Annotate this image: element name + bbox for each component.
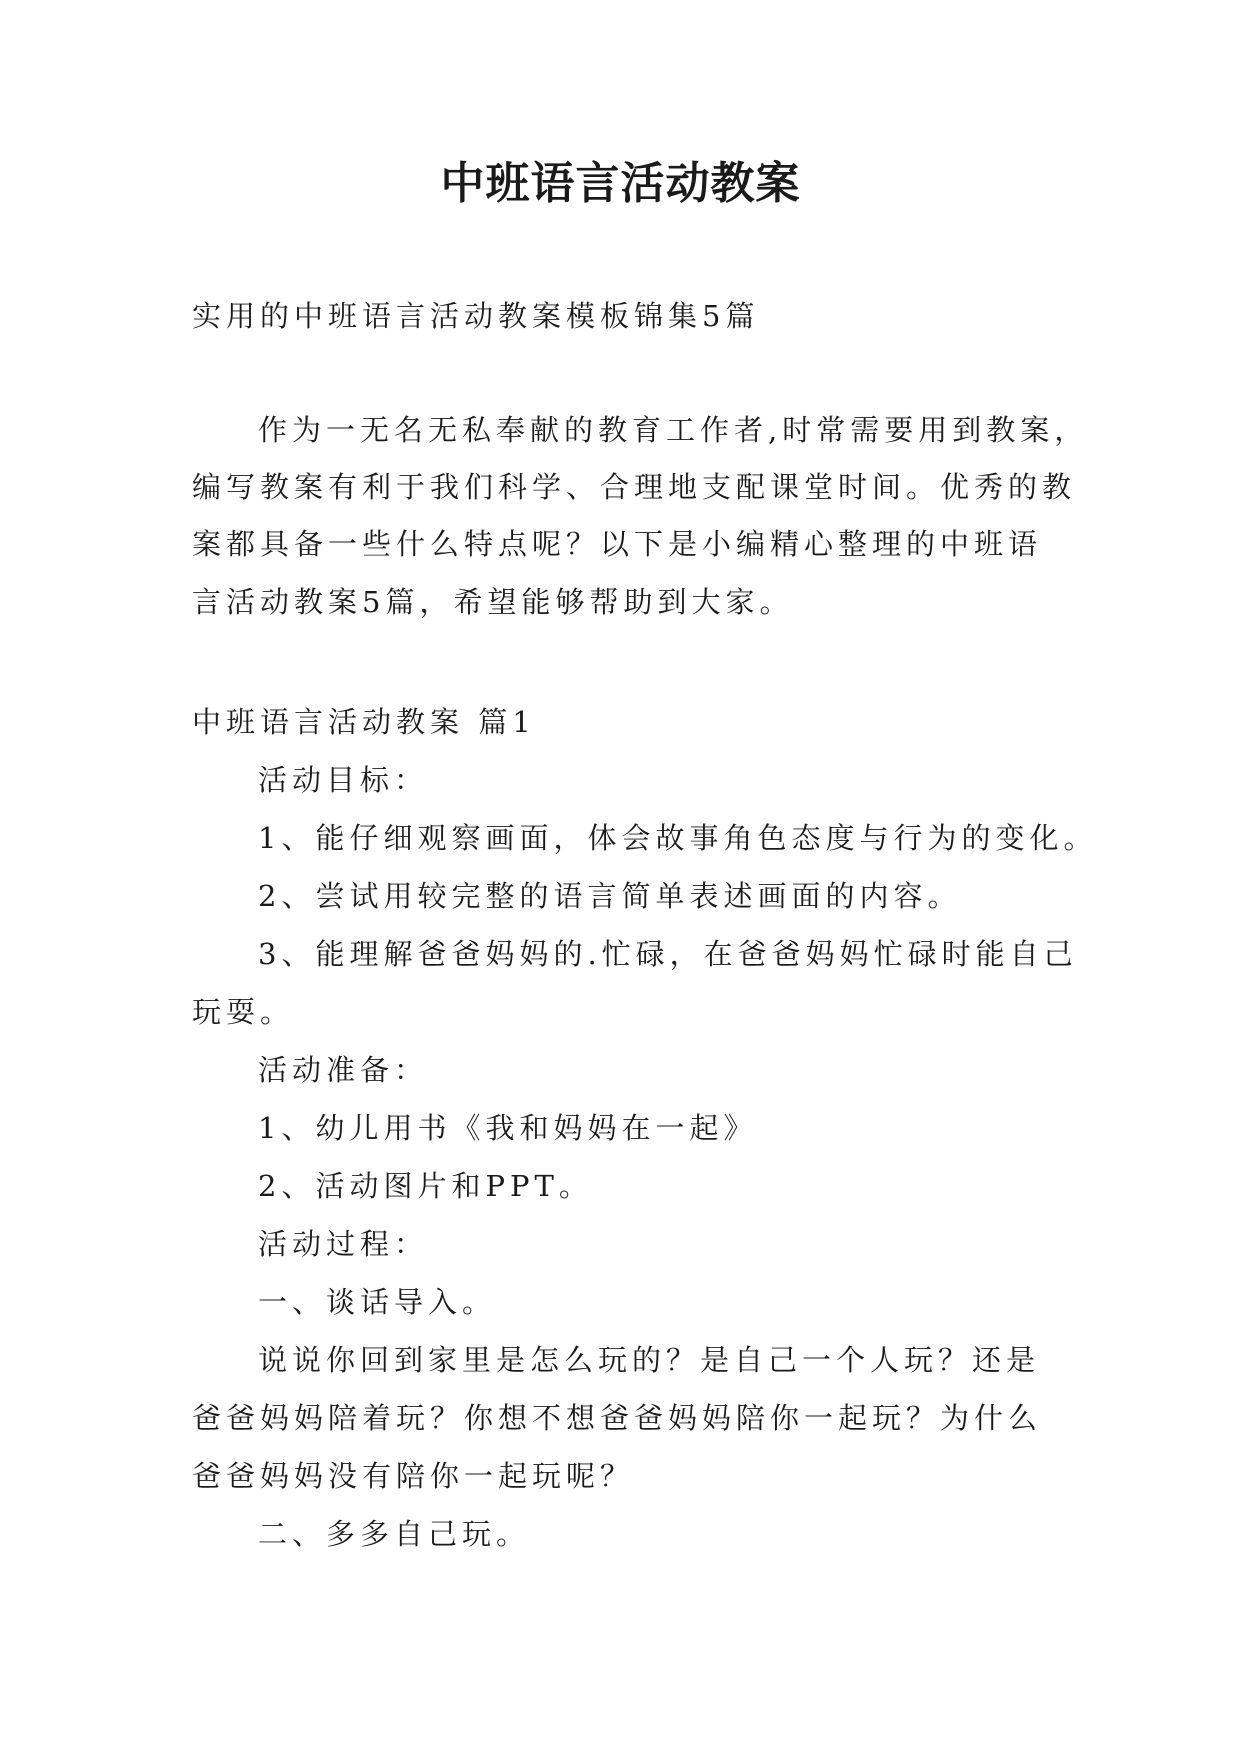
document-title: 中班语言活动教案 xyxy=(440,158,801,209)
list-item: 2、活动图片和PPT。 xyxy=(258,1169,593,1203)
section-heading: 中班语言活动教案 篇1 xyxy=(192,705,536,739)
list-item: 2、尝试用较完整的语言简单表述画面的内容。 xyxy=(258,879,962,913)
paragraph-line: 言活动教案5篇，希望能够帮助到大家。 xyxy=(192,585,794,619)
paragraph-line: 说说你回到家里是怎么玩的？是自己一个人玩？还是 xyxy=(258,1343,1041,1377)
paragraph-line: 爸爸妈妈陪着玩？你想不想爸爸妈妈陪你一起玩？为什么 xyxy=(192,1401,1043,1435)
list-item-continuation: 玩耍。 xyxy=(192,995,295,1029)
step-heading: 二、多多自己玩。 xyxy=(258,1517,531,1551)
subheading: 活动目标： xyxy=(258,763,429,797)
paragraph-line: 爸爸妈妈没有陪你一起玩呢？ xyxy=(192,1459,635,1493)
paragraph-line: 编写教案有利于我们科学、合理地支配课堂时间。优秀的教 xyxy=(192,470,1077,504)
list-item: 3、能理解爸爸妈妈的.忙碌，在爸爸妈妈忙碌时能自己 xyxy=(258,937,1078,971)
document-subtitle: 实用的中班语言活动教案模板锦集5篇 xyxy=(192,299,760,333)
paragraph-line: 案都具备一些什么特点呢？以下是小编精心整理的中班语 xyxy=(192,527,1043,561)
list-item: 1、能仔细观察画面，体会故事角色态度与行为的变化。 xyxy=(258,821,1098,855)
paragraph-line: 作为一无名无私奉献的教育工作者,时常需要用到教案， xyxy=(258,413,1089,447)
list-item: 1、幼儿用书《我和妈妈在一起》 xyxy=(258,1111,758,1145)
step-heading: 一、谈话导入。 xyxy=(258,1285,497,1319)
subheading: 活动准备： xyxy=(258,1053,429,1087)
subheading: 活动过程： xyxy=(258,1227,429,1261)
